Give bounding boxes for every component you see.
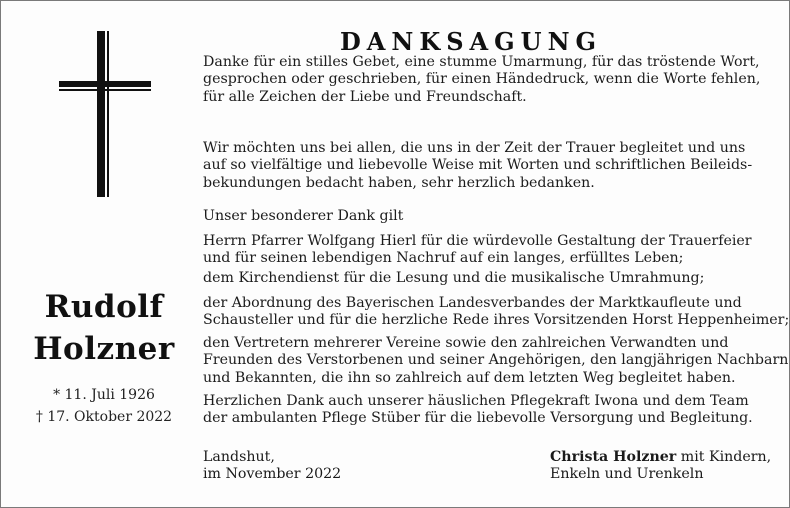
- paragraph-care-team: [203, 393, 755, 428]
- paragraph-association: [203, 295, 790, 330]
- paragraph-special-thanks-intro: [203, 208, 755, 225]
- text-line: und für seinen lebendigen Nachruf auf ein langes, erfülltes Leben;: [203, 250, 684, 267]
- signature-family: [550, 449, 771, 484]
- text-line: Freunden des Verstorbenen und seiner Angehörigen, den langjährigen Nachbarn: [203, 352, 789, 369]
- birth-date: * 11. Juli 1926: [53, 387, 155, 403]
- signature-place: Landshut,: [203, 449, 275, 465]
- signature-name: Christa Holzner: [550, 449, 677, 465]
- signature-line-1: [550, 449, 771, 466]
- text-line: Danke für ein stilles Gebet, eine stumme Umarmung, für das tröstende Wort,: [203, 54, 760, 70]
- text-line: gesprochen oder geschrieben, für einen Händedruck, wenn die Worte fehlen,: [203, 71, 761, 88]
- paragraph-clubs-relatives: [203, 335, 789, 387]
- text-line: Schausteller und für die herzliche Rede ihres Vorsitzenden Horst Heppenheimer;: [203, 312, 790, 329]
- latin-cross-icon: [59, 31, 151, 197]
- signature-line-2: Enkeln und Urenkeln: [550, 466, 704, 483]
- text-line: dem Kirchendienst für die Lesung und die musikalische Umrahmung;: [203, 270, 705, 286]
- text-line: den Vertretern mehrerer Vereine sowie den zahlreichen Verwandten und: [203, 335, 729, 351]
- signature-name-suffix: mit Kindern,: [676, 449, 772, 465]
- text-line: der Abordnung des Bayerischen Landesverbandes der Marktkaufleute und: [203, 295, 742, 311]
- text-line: und Bekannten, die ihn so zahlreich auf dem letzten Weg begleitet haben.: [203, 369, 736, 386]
- paragraph-pastor: [203, 233, 755, 268]
- text-line: für alle Zeichen der Liebe und Freundschaft.: [203, 88, 527, 105]
- text-line: bekundungen bedacht haben, sehr herzlich bedanken.: [203, 174, 595, 191]
- paragraph-church-service: [203, 270, 755, 287]
- paragraph-thanks-all: [203, 140, 755, 192]
- text-line: Herzlichen Dank auch unserer häuslichen Pflegekraft Iwona und dem Team: [203, 393, 749, 409]
- deceased-last-name: Holzner: [33, 331, 175, 367]
- text-line: der ambulanten Pflege Stüber für die liebevolle Versorgung und Begleitung.: [203, 410, 753, 427]
- text-line: Unser besonderer Dank gilt: [203, 208, 404, 224]
- notice-heading: DANKSAGUNG: [339, 27, 603, 56]
- text-line: Herrn Pfarrer Wolfgang Hierl für die würdevolle Gestaltung der Trauerfeier: [203, 233, 752, 249]
- paragraph-thanks-gestures: [203, 54, 761, 106]
- signature-date: im November 2022: [203, 466, 342, 483]
- text-line: Wir möchten uns bei allen, die uns in der Zeit der Trauer begleitet und uns: [203, 140, 746, 156]
- signature-place-date: [203, 449, 341, 484]
- death-date: † 17. Oktober 2022: [35, 409, 173, 425]
- text-line: auf so vielfältige und liebevolle Weise mit Worten und schriftlichen Beileids-: [203, 157, 753, 174]
- deceased-first-name: Rudolf: [44, 289, 164, 325]
